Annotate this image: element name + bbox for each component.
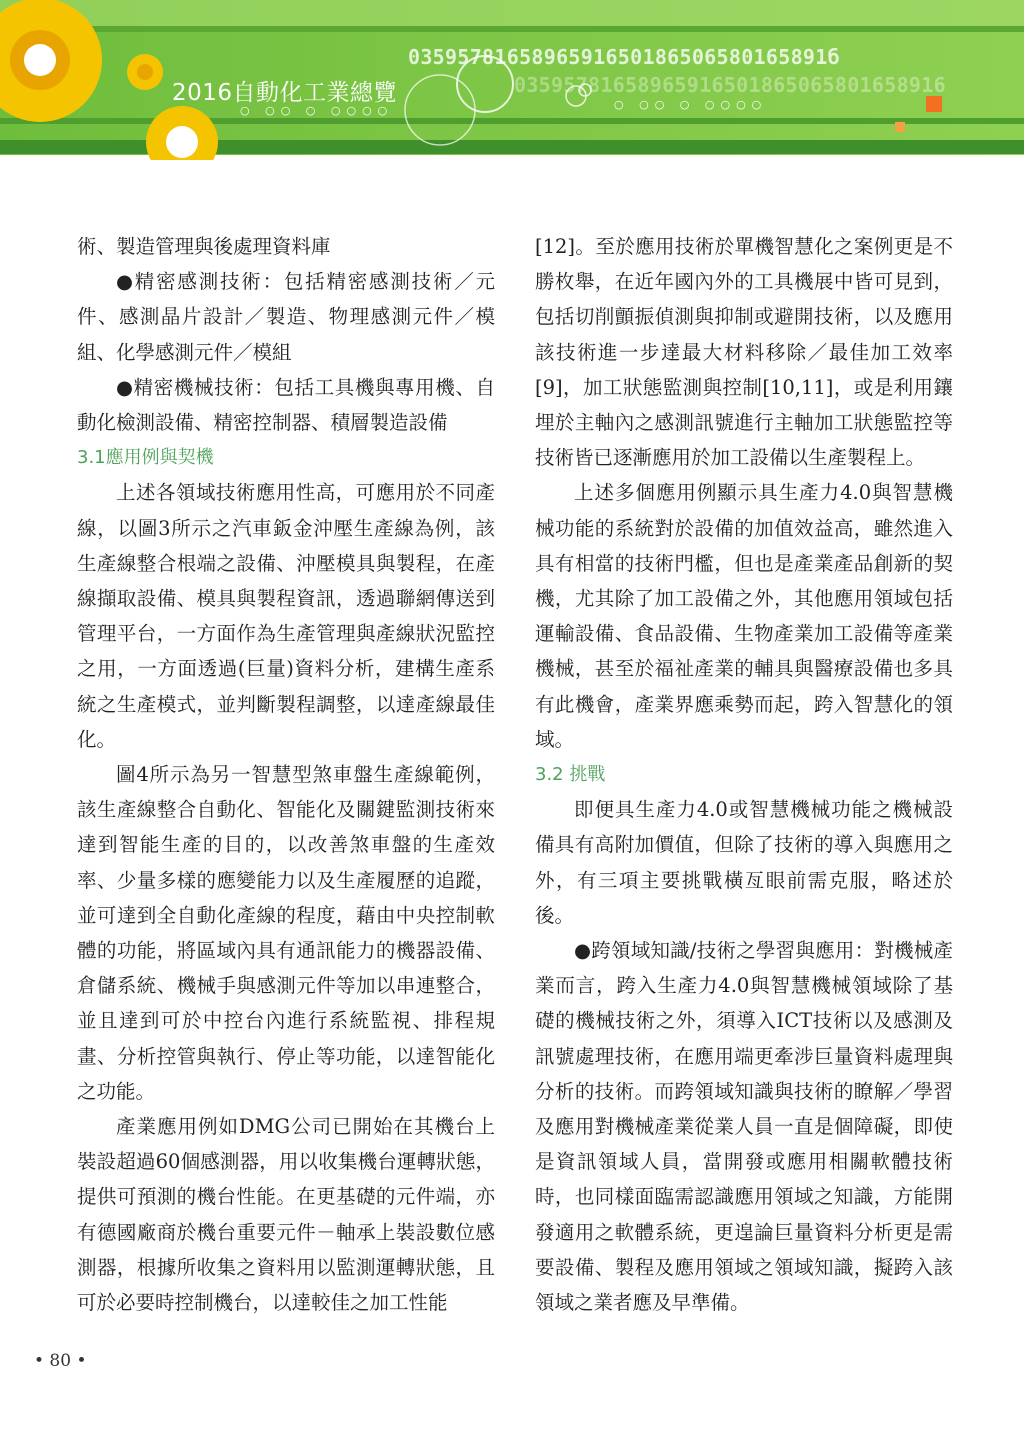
paragraph: [12]。至於應用技術於單機智慧化之案例更是不勝枚舉，在近年國內外的工具機展中皆可見到，包括切削顫振偵測與抑制或避開技術，以及應用該技術進一步達最大材料移除／最佳加工效率[9]，加工狀態監測與控制[10,11]，或是利用鑲埋於主軸內之感測訊號進行主軸加工狀態監控等技術皆已逐漸應用於加工設備以生產製程上。 [535,235,953,470]
section-heading: 3.2 挑戰 [535,764,606,786]
page-number: • 80 • [34,1351,87,1371]
decorative-digits: 0359578165896591650186506580165891б [408,45,840,69]
header-banner [0,0,1024,160]
bullet-paragraph: ●跨領域知識/技術之學習與應用：對機械產業而言，跨入生產力4.0與智慧機械領域除了基礎的機械技術之外，須導入ICT技術以及感測及訊號處理技術，在應用端更牽涉巨量資料處理與分析的技術。而跨領域知識與技術的瞭解／學習及應用對機械產業從業人員一直是個障礙，即使是資訊領域人員，當開發或應用相關軟體技術時，也同樣面臨需認識應用領域之知識，方能開發適用之軟體系統，更遑論巨量資料分析更是需要設備、製程及應用領域之領域知識，擬跨入該領域之業者應及早準備。 [535,939,953,1315]
paragraph: 產業應用例如DMG公司已開始在其機台上裝設超過60個感測器，用以收集機台運轉狀態，提供可預測的機台性能。在更基礎的元件端，亦有德國廠商於機台重要元件－軸承上裝設數位感測器，根據所收集之資料用以監測運轉狀態，且可於必要時控制機台，以達較佳之加工性能 [77,1115,495,1315]
section-heading: 3.1應用例與契機 [77,447,214,469]
right-text-column [535,229,953,1320]
decorative-dots: ○ ○○ ○ ○○○○ [614,98,768,111]
paragraph: 圖4所示為另一智慧型煞車盤生產線範例，該生產線整合自動化、智能化及關鍵監測技術來達到智能生產的目的，以改善煞車盤的生產效率、少量多樣的應變能力以及生產履歷的追蹤，並可達到全自動化產線的程度，藉由中央控制軟體的功能，將區域內具有通訊能力的機器設備、倉儲系統、機械手與感測元件等加以串連整合，並且達到可於中控台內進行系統監視、排程規畫、分析控管與執行、停止等功能，以達智能化之功能。 [77,763,495,1103]
paragraph: 即便具生產力4.0或智慧機械功能之機械設備具有高附加價值，但除了技術的導入與應用之外，有三項主要挑戰橫亙眼前需克服，略述於後。 [535,798,953,927]
paragraph: 上述多個應用例顯示具生產力4.0與智慧機械功能的系統對於設備的加值效益高，雖然進入具有相當的技術門檻，但也是產業產品創新的契機，尤其除了加工設備之外，其他應用領域包括運輸設備、食品設備、生物產業加工設備等產業機械，甚至於福祉產業的輔具與醫療設備也多具有此機會，產業界應乘勢而起，跨入智慧化的領域。 [535,481,953,751]
paragraph: 上述各領域技術應用性高，可應用於不同產線，以圖3所示之汽車鈑金沖壓生產線為例，該生產線整合根端之設備、沖壓模具與製程，在產線擷取設備、模具與製程資訊，透過聯網傳送到管理平台，一方面作為生產管理與產線狀況監控之用，一方面透過(巨量)資料分析，建構生產系統之生產模式，並判斷製程調整，以達產線最佳化。 [77,481,495,751]
gear-icon-small [127,54,163,90]
orange-square-icon [926,96,942,112]
decorative-dots: ○ ○○ ○ ○○○○ [240,104,394,117]
bullet-paragraph: ●精密機械技術：包括工具機與專用機、自動化檢測設備、精密控制器、積層製造設備 [77,375,495,435]
left-text-column [77,229,495,1320]
publication-title: 2016自動化工業總覽 [172,80,398,106]
paragraph: 術、製造管理與後處理資料庫 [77,235,331,258]
decorative-digits-faint: 03595781658965916501865065801658916 [514,73,946,97]
bullet-paragraph: ●精密感測技術：包括精密感測技術／元件、感測晶片設計／製造、物理感測元件／模組、化學感測元件／模組 [77,270,495,364]
